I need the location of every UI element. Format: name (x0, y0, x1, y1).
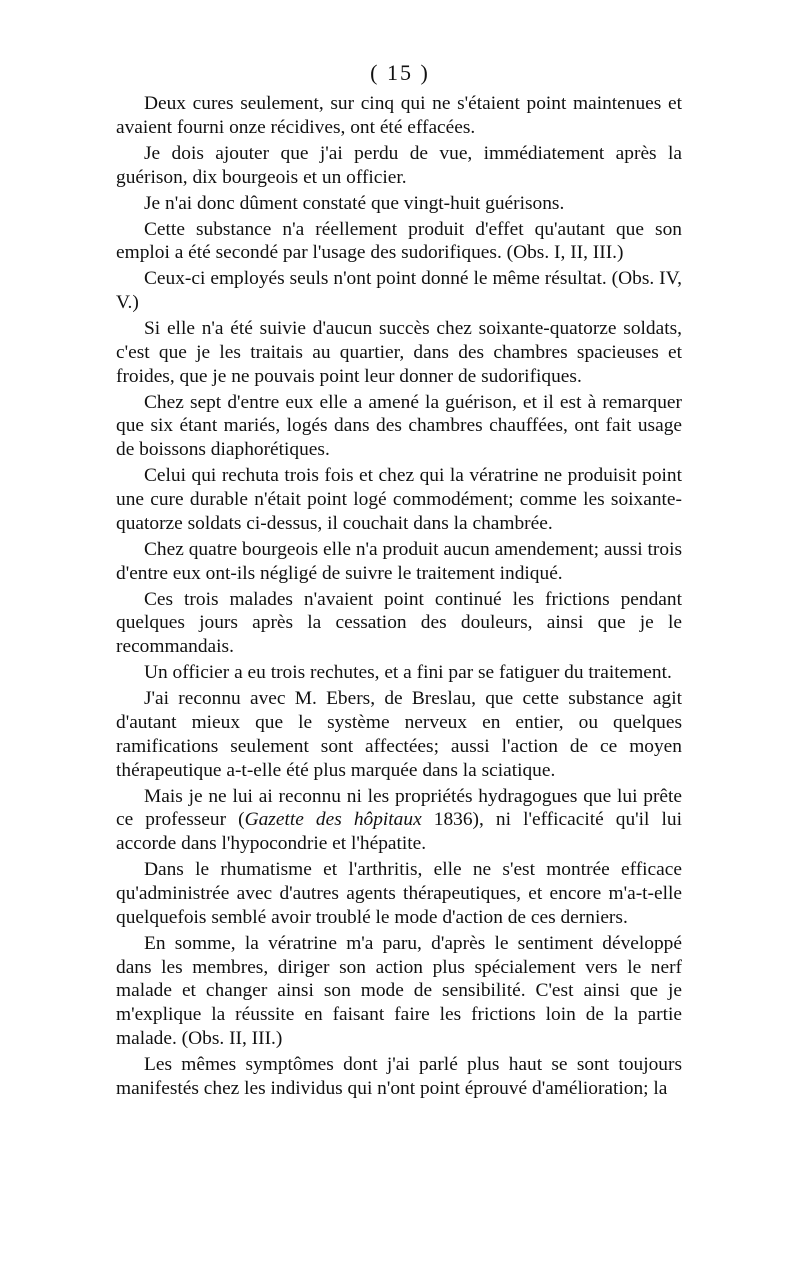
paragraph: Ceux-ci employés seuls n'ont point donné le même résultat. (Obs. IV, V.) (116, 268, 682, 314)
paragraph: Cette substance n'a réellement produit d'effet qu'autant que son emploi a été secondé par l'usage des sudorifiques. (Obs. I, II, III.) (116, 218, 682, 264)
paragraph: Je dois ajouter que j'ai perdu de vue, immédiatement après la guérison, dix bourgeois et un officier. (116, 142, 682, 188)
paragraph: En somme, la vératrine m'a paru, d'après le sentiment développé dans les membres, diriger son action plus spécialement vers le nerf malade et changer ainsi son mode de sensibilité. C'est ainsi que je m'explique la réussite en faisant faire les frictions loin de la partie malade. (Obs. II, III.) (116, 932, 682, 1049)
paragraph: Chez quatre bourgeois elle n'a produit aucun amendement; aussi trois d'entre eux ont-ils négligé de suivre le traitement indiqué. (116, 538, 682, 584)
paragraph: Les mêmes symptômes dont j'ai parlé plus haut se sont toujours manifestés chez les individus qui n'ont point éprouvé d'amélioration; la (116, 1053, 682, 1099)
paragraph: J'ai reconnu avec M. Ebers, de Breslau, que cette substance agit d'autant mieux que le système nerveux en entier, ou quelques ramifications seulement sont affectées; aussi l'action de ce moyen thérapeutique a-t-elle été plus marquée dans la sciatique. (116, 688, 682, 781)
paragraph: Ces trois malades n'avaient point continué les frictions pendant quelques jours après la cessation des douleurs, ainsi que je le recommandais. (116, 588, 682, 658)
page-number: ( 15 ) (370, 60, 430, 85)
paragraph: Celui qui rechuta trois fois et chez qui la vératrine ne produisit point une cure durable n'était point logé commodément; comme les soixante-quatorze soldats ci-dessus, il couchait dans la chambrée. (116, 465, 682, 534)
journal-title: Gazette des hôpitaux (244, 809, 422, 831)
paragraph-text-after: 1836), ni l'efficacité qu'il lui accorde dans l'hypocondrie et l'hépatite. (116, 809, 682, 855)
paragraph: Je n'ai donc dûment constaté que vingt-huit guérisons. (144, 192, 565, 214)
paragraph-text-before: Mais je ne lui ai reconnu ni les propriétés hydragogues que lui prête ce professeur ( (116, 785, 682, 831)
paragraph: Deux cures seulement, sur cinq qui ne s'étaient point maintenues et avaient fourni onze récidives, ont été effacées. (116, 93, 682, 138)
paragraph: Chez sept d'entre eux elle a amené la guérison, et il est à remarquer que six étant mariés, logés dans des chambres chauffées, ont fait usage de boissons diaphorétiques. (116, 391, 682, 461)
body-text (116, 92, 682, 1103)
paragraph: Si elle n'a été suivie d'aucun succès chez soixante-quatorze soldats, c'est que je les traitais au quartier, dans des chambres spacieuses et froides, que je ne pouvais point leur donner de sudorifiques. (116, 318, 682, 387)
paragraph: Dans le rhumatisme et l'arthritis, elle ne s'est montrée efficace qu'administrée avec d'autres agents thérapeutiques, et encore m'a-t-elle quelquefois semblé avoir troublé le mode d'action de ces derniers. (116, 859, 682, 928)
paragraph-hopitaux (116, 785, 682, 856)
paragraph: Un officier a eu trois rechutes, et a fini par se fatiguer du traitement. (144, 662, 672, 684)
